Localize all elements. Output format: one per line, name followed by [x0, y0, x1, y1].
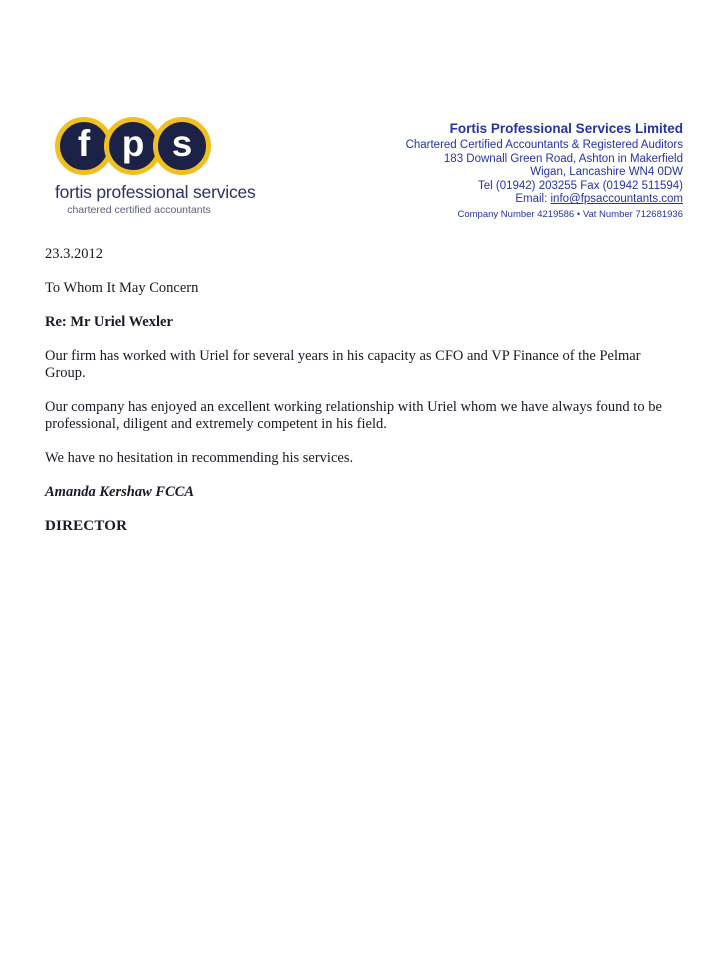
signature-name: Amanda Kershaw FCCA	[45, 484, 195, 500]
letter-date: 23.3.2012	[45, 246, 103, 262]
letterhead-line-telfax: Tel (01942) 203255 Fax (01942 511594)	[477, 179, 683, 192]
email-label: Email:	[515, 193, 551, 206]
letterhead-contact-block	[406, 121, 683, 220]
logo-letter-p: p	[121, 122, 145, 164]
signer-title: DIRECTOR	[45, 518, 128, 534]
company-logo	[55, 117, 256, 216]
letter-paragraph-1: Our firm has worked with Uriel for several years in his capacity as CFO and VP Finance of the Pelmar Group.	[45, 348, 641, 381]
letter-paragraph-3: We have no hesitation in recommending his services.	[45, 450, 354, 466]
logo-wordmark: fortis professional services	[55, 182, 256, 202]
letter-paragraph-2: Our company has enjoyed an excellent working relationship with Uriel whom we have always found to be professional, diligent and extremely competent in his field.	[45, 399, 662, 432]
logo-letter-f: f	[77, 122, 91, 164]
letterhead-line-address2: Wigan, Lancashire WN4 0DW	[530, 166, 683, 179]
company-name: Fortis Professional Services Limited	[449, 121, 683, 136]
letterhead-line-address1: 183 Downall Green Road, Ashton in Makerfield	[443, 152, 683, 165]
email-link[interactable]: info@fpsaccountants.com	[550, 193, 683, 206]
logo-letter-s: s	[171, 122, 193, 164]
logo-tagline: chartered certified accountants	[67, 204, 211, 216]
company-registration-line: Company Number 4219586 • Vat Number 712681936	[457, 208, 683, 220]
letter-salutation: To Whom It May Concern	[45, 280, 199, 296]
letter-subject: Re: Mr Uriel Wexler	[45, 314, 173, 330]
fps-logo-circles-icon	[55, 117, 230, 175]
letter-body	[45, 246, 677, 552]
logo-circle-s-icon	[153, 117, 211, 175]
letterhead-line-email	[406, 193, 683, 207]
letterhead-line-accountants: Chartered Certified Accountants & Registered Auditors	[405, 139, 683, 151]
